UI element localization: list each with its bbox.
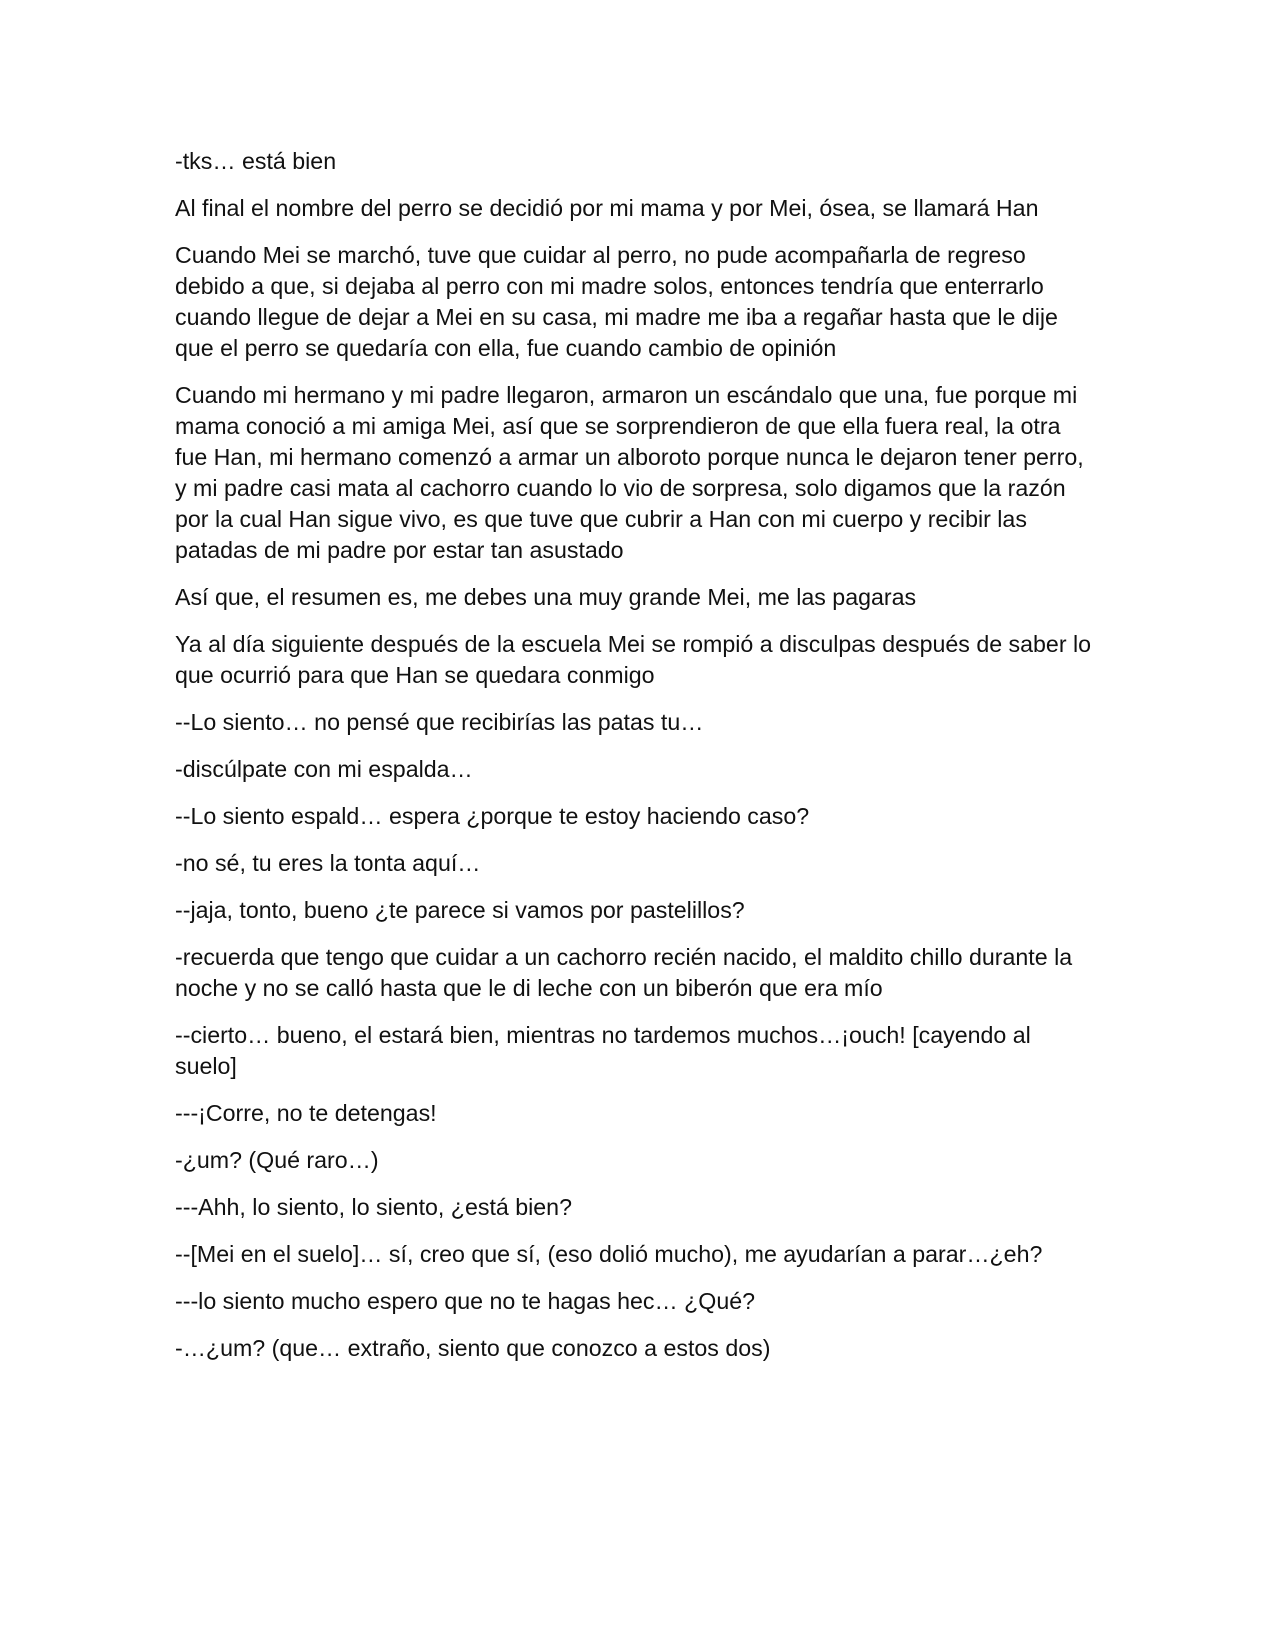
paragraph: Cuando Mei se marchó, tuve que cuidar al perro, no pude acompañarla de regreso debido a que, si dejaba al perro con mi madre solos, entonces tendría que enterrarlo cuando llegue de dejar a Mei en su casa, mi madre me iba a regañar hasta que le dije que el perro se quedaría con ella, fue cuando cambio de opinión [175,242,1058,361]
paragraph: ---Ahh, lo siento, lo siento, ¿está bien? [175,1194,572,1220]
paragraph: --[Mei en el suelo]… sí, creo que sí, (eso dolió mucho), me ayudarían a parar…¿eh? [175,1241,1043,1267]
paragraph: -discúlpate con mi espalda… [175,756,473,782]
paragraph: -recuerda que tengo que cuidar a un cachorro recién nacido, el maldito chillo durante la noche y no se calló hasta que le di leche con un biberón que era mío [175,944,1073,1001]
paragraph: Cuando mi hermano y mi padre llegaron, armaron un escándalo que una, fue porque mi mama conoció a mi amiga Mei, así que se sorprendieron de que ella fuera real, la otra fue Han, mi hermano comenzó a armar un alboroto porque nunca le dejaron tener perro, y mi padre casi mata al cachorro cuando lo vio de sorpresa, solo digamos que la razón por la cual Han sigue vivo, es que tuve que cubrir a Han con mi cuerpo y recibir las patadas de mi padre por estar tan asustado [175,382,1084,563]
paragraph: Al final el nombre del perro se decidió por mi mama y por Mei, ósea, se llamará Han [175,195,1039,221]
paragraph: -…¿um? (que… extraño, siento que conozco a estos dos) [175,1335,771,1361]
paragraph: --cierto… bueno, el estará bien, mientras no tardemos muchos…¡ouch! [cayendo al suelo] [175,1022,1031,1079]
paragraph: --jaja, tonto, bueno ¿te parece si vamos por pastelillos? [175,897,745,923]
paragraph: --Lo siento espald… espera ¿porque te estoy haciendo caso? [175,803,810,829]
paragraph: Así que, el resumen es, me debes una muy grande Mei, me las pagaras [175,584,917,610]
paragraph: -¿um? (Qué raro…) [175,1147,379,1173]
paragraph: ---¡Corre, no te detengas! [175,1100,437,1126]
paragraph: --Lo siento… no pensé que recibirías las patas tu… [175,709,704,735]
paragraph: ---lo siento mucho espero que no te hagas hec… ¿Qué? [175,1288,756,1314]
paragraph: -no sé, tu eres la tonta aquí… [175,850,481,876]
paragraph: Ya al día siguiente después de la escuela Mei se rompió a disculpas después de saber lo que ocurrió para que Han se quedara conmigo [175,631,1092,688]
paragraph: -tks… está bien [175,148,337,174]
document-body [175,146,1095,1380]
